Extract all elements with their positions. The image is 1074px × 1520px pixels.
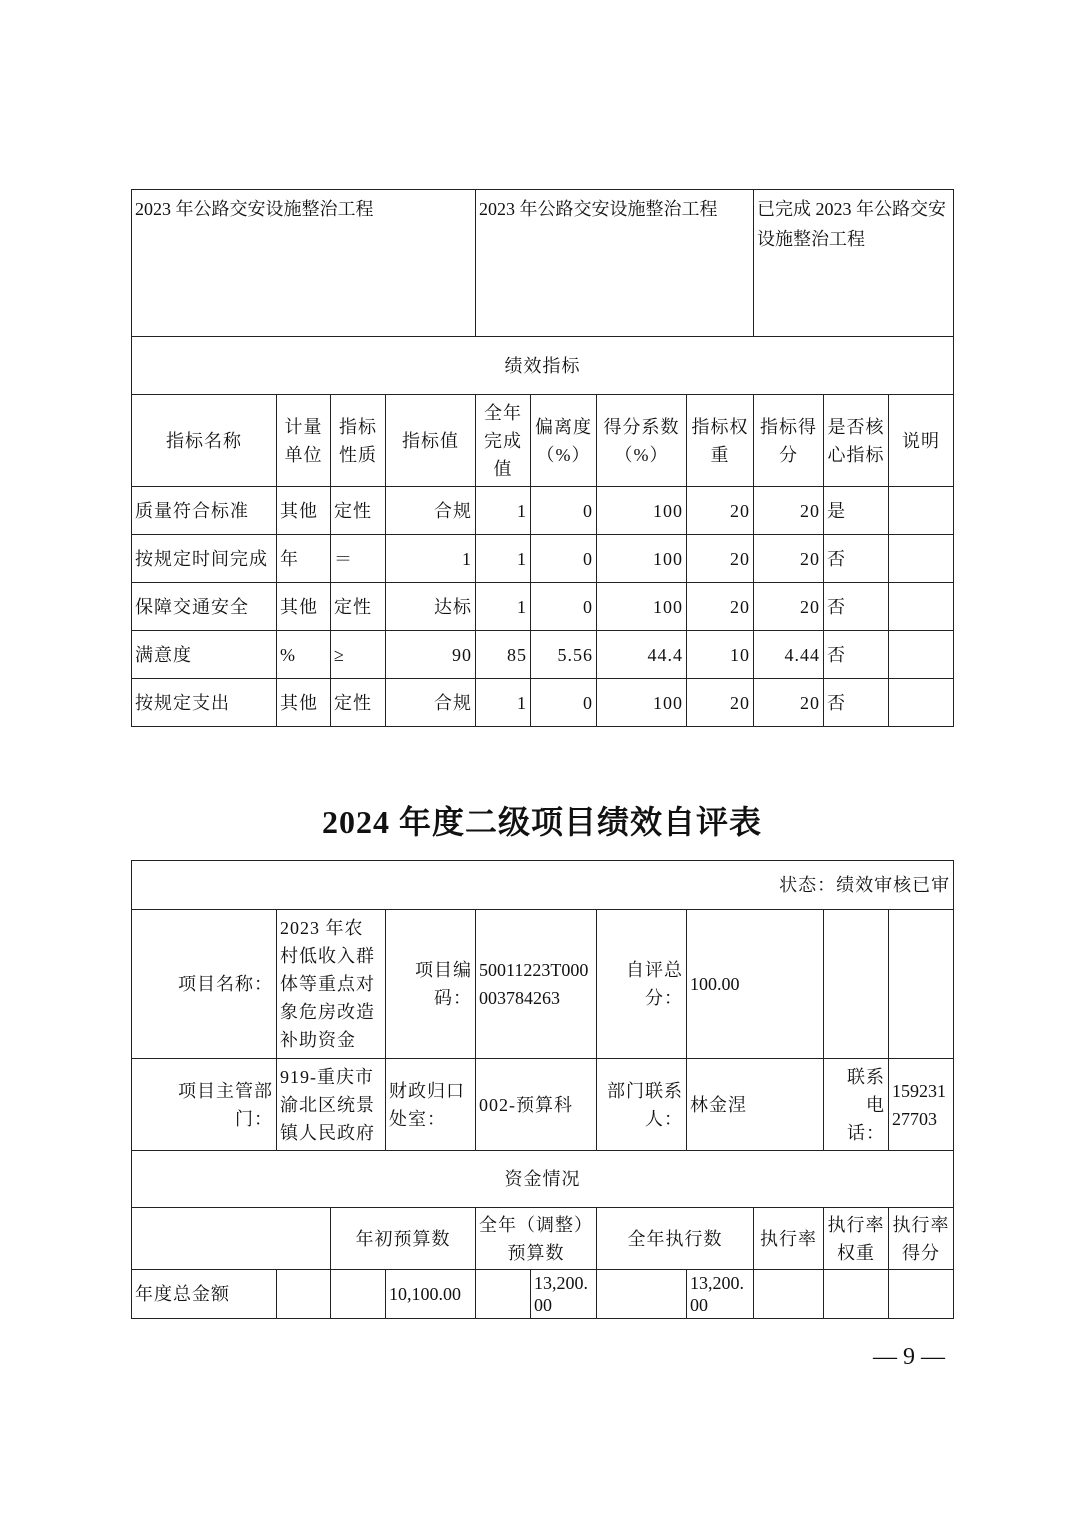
deviation: 0 <box>531 679 597 727</box>
annual-actual: 85 <box>476 631 531 679</box>
header-row <box>132 395 954 487</box>
page-number: — 9 — <box>873 1344 945 1370</box>
indicator-value: 达标 <box>386 583 476 631</box>
indicator-weight: 10 <box>687 631 754 679</box>
indicator-name: 质量符合标准 <box>132 487 277 535</box>
indicator-row <box>132 487 954 535</box>
department-label: 项目主管部门： <box>132 1059 277 1151</box>
finance-office: 002-预算科 <box>476 1059 597 1151</box>
header-initial-budget: 年初预算数 <box>331 1208 476 1270</box>
funds-section-title: 资金情况 <box>132 1151 954 1208</box>
empty-cell <box>331 1270 386 1319</box>
annual-actual: 1 <box>476 535 531 583</box>
annual-actual: 1 <box>476 679 531 727</box>
remark <box>889 583 954 631</box>
contact-person: 林金涅 <box>687 1059 824 1151</box>
total-score: 100.00 <box>687 910 824 1059</box>
indicator-score: 20 <box>754 535 824 583</box>
is-core-indicator: 否 <box>824 535 889 583</box>
score-coefficient: 100 <box>597 535 687 583</box>
deviation: 0 <box>531 583 597 631</box>
indicator-row <box>132 631 954 679</box>
is-core-indicator: 否 <box>824 631 889 679</box>
project-code: 50011223T000003784263 <box>476 910 597 1059</box>
indicator-value: 90 <box>386 631 476 679</box>
indicator-value: 1 <box>386 535 476 583</box>
executed-amount: 13,200.00 <box>687 1270 754 1319</box>
deviation: 0 <box>531 487 597 535</box>
is-core-indicator: 否 <box>824 583 889 631</box>
header-measure-unit: 计量单位 <box>277 395 331 487</box>
header-rate-weight: 执行率权重 <box>824 1208 889 1270</box>
annual-actual: 1 <box>476 487 531 535</box>
is-core-indicator: 否 <box>824 679 889 727</box>
indicator-weight: 20 <box>687 535 754 583</box>
form-title: 2024 年度二级项目绩效自评表 <box>321 804 762 840</box>
adjusted-budget: 13,200.00 <box>531 1270 597 1319</box>
is-core-indicator: 是 <box>824 487 889 535</box>
project-content-cell: 2023 年公路交安设施整治工程 <box>476 190 754 337</box>
indicator-nature: 定性 <box>331 583 386 631</box>
indicator-weight: 20 <box>687 487 754 535</box>
initial-budget: 10,100.00 <box>386 1270 476 1319</box>
indicator-weight: 20 <box>687 583 754 631</box>
project-code-label: 项目编码： <box>386 910 476 1059</box>
indicator-name: 保障交通安全 <box>132 583 277 631</box>
header-score-coefficient: 得分系数（%） <box>597 395 687 487</box>
header-indicator-value: 指标值 <box>386 395 476 487</box>
department: 919-重庆市渝北区统景镇人民政府 <box>277 1059 386 1151</box>
indicator-nature: ＝ <box>331 535 386 583</box>
status-row <box>132 861 954 910</box>
status-text: 状态：绩效审核已审 <box>132 861 954 910</box>
project-content-cell: 2023 年公路交安设施整治工程 <box>132 190 476 337</box>
indicator-row <box>132 679 954 727</box>
empty-cell <box>476 1270 531 1319</box>
header-indicator-nature: 指标性质 <box>331 395 386 487</box>
indicator-weight: 20 <box>687 679 754 727</box>
indicator-value: 合规 <box>386 487 476 535</box>
empty-cell <box>824 910 889 1059</box>
rate-weight <box>824 1270 889 1319</box>
total-score-label: 自评总分： <box>597 910 687 1059</box>
section-title-row <box>132 337 954 395</box>
indicator-row <box>132 583 954 631</box>
measure-unit: 其他 <box>277 679 331 727</box>
deviation: 0 <box>531 535 597 583</box>
deviation: 5.56 <box>531 631 597 679</box>
funds-title-row <box>132 1151 954 1208</box>
empty-cell <box>277 1270 331 1319</box>
indicator-score: 20 <box>754 583 824 631</box>
indicator-name: 按规定时间完成 <box>132 535 277 583</box>
header-annual-actual: 全年完成值 <box>476 395 531 487</box>
project-completion-cell: 已完成 2023 年公路交安设施整治工程 <box>754 190 954 337</box>
funds-row <box>132 1270 954 1319</box>
remark <box>889 679 954 727</box>
header-remark: 说明 <box>889 395 954 487</box>
section-title: 绩效指标 <box>132 337 954 395</box>
header-is-core: 是否核心指标 <box>824 395 889 487</box>
indicator-name: 满意度 <box>132 631 277 679</box>
indicator-score: 20 <box>754 679 824 727</box>
indicator-name: 按规定支出 <box>132 679 277 727</box>
rate-score <box>889 1270 954 1319</box>
measure-unit: % <box>277 631 331 679</box>
indicator-nature: ≥ <box>331 631 386 679</box>
header-execution-rate: 执行率 <box>754 1208 824 1270</box>
header-indicator-weight: 指标权重 <box>687 395 754 487</box>
annual-actual: 1 <box>476 583 531 631</box>
indicator-score: 20 <box>754 487 824 535</box>
measure-unit: 其他 <box>277 487 331 535</box>
empty-cell <box>132 1208 331 1270</box>
project-info-row <box>132 910 954 1059</box>
project-content-row <box>132 190 954 337</box>
empty-cell <box>889 910 954 1059</box>
contact-label: 部门联系人： <box>597 1059 687 1151</box>
indicator-nature: 定性 <box>331 487 386 535</box>
measure-unit: 年 <box>277 535 331 583</box>
indicator-nature: 定性 <box>331 679 386 727</box>
finance-office-label: 财政归口处室： <box>386 1059 476 1151</box>
indicator-row <box>132 535 954 583</box>
funds-header-row <box>132 1208 954 1270</box>
phone-number: 15923127703 <box>889 1059 954 1151</box>
header-deviation: 偏离度（%） <box>531 395 597 487</box>
header-adjusted-budget: 全年（调整）预算数 <box>476 1208 597 1270</box>
remark <box>889 631 954 679</box>
project-name: 2023 年农村低收入群体等重点对象危房改造补助资金 <box>277 910 386 1059</box>
header-indicator-score: 指标得分 <box>754 395 824 487</box>
score-coefficient: 100 <box>597 487 687 535</box>
department-row <box>132 1059 954 1151</box>
score-coefficient: 44.4 <box>597 631 687 679</box>
funds-row-label: 年度总金额 <box>132 1270 277 1319</box>
project-name-label: 项目名称： <box>132 910 277 1059</box>
empty-cell <box>597 1270 687 1319</box>
header-rate-score: 执行率得分 <box>889 1208 954 1270</box>
execution-rate <box>754 1270 824 1319</box>
score-coefficient: 100 <box>597 679 687 727</box>
remark <box>889 487 954 535</box>
performance-indicators-table <box>131 189 954 727</box>
indicator-score: 4.44 <box>754 631 824 679</box>
remark <box>889 535 954 583</box>
header-executed: 全年执行数 <box>597 1208 754 1270</box>
self-evaluation-table <box>131 860 954 1319</box>
header-indicator-name: 指标名称 <box>132 395 277 487</box>
measure-unit: 其他 <box>277 583 331 631</box>
indicator-value: 合规 <box>386 679 476 727</box>
score-coefficient: 100 <box>597 583 687 631</box>
phone-label: 联系电话： <box>824 1059 889 1151</box>
